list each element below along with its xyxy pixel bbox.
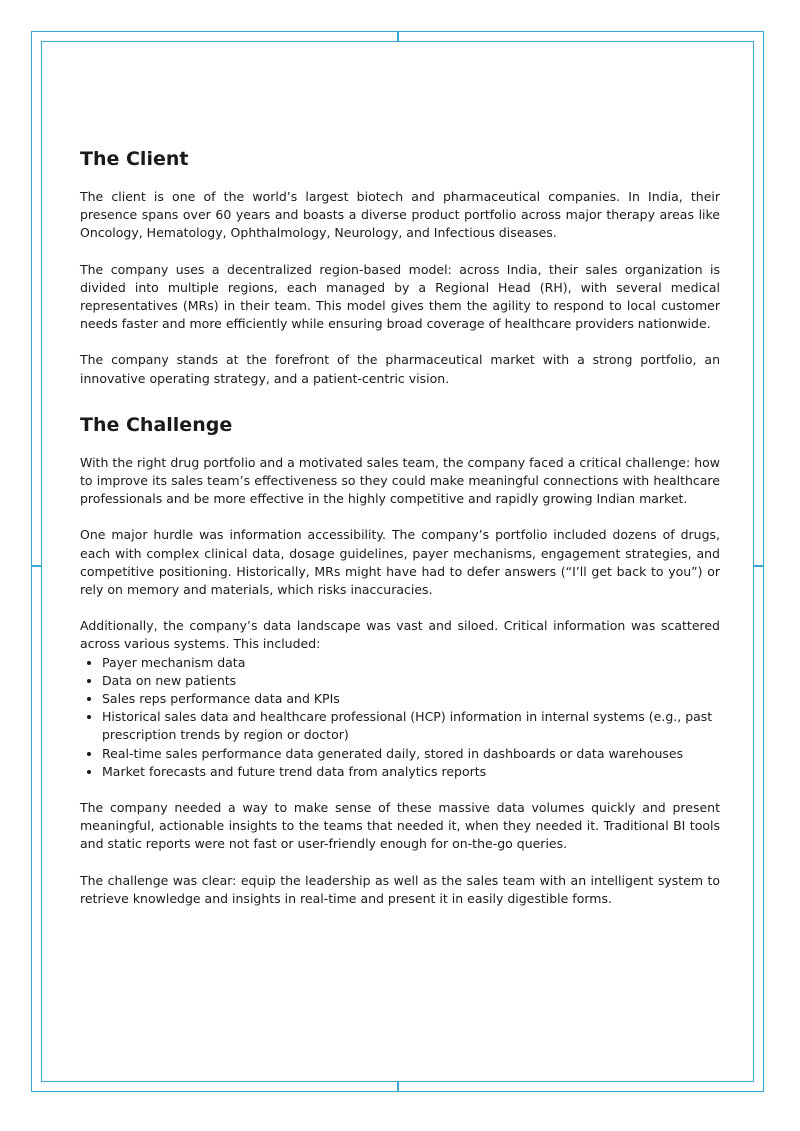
challenge-paragraph: Additionally, the company’s data landscape was vast and siloed. Critical information was scattered across various systems. This included: bbox=[80, 618, 720, 652]
client-paragraph: The client is one of the world’s largest biotech and pharmaceutical companies. In India, their presence spans over 60 years and boasts a diverse product portfolio across major therapy areas like Oncology, Hematology, Ophthalmology, Neurology, and Infectious diseases. bbox=[80, 189, 720, 241]
border-tick-bottom bbox=[397, 1082, 399, 1092]
border-tick-right bbox=[754, 565, 764, 567]
client-paragraph: The company stands at the forefront of the pharmaceutical market with a strong portfolio, an innovative operating strategy, and a patient-centric vision. bbox=[80, 352, 720, 386]
border-tick-left bbox=[31, 565, 41, 567]
list-item: • Market forecasts and future trend data from analytics reports bbox=[102, 763, 720, 781]
section-heading-client: The Client bbox=[80, 148, 189, 170]
list-item: • Sales reps performance data and KPIs bbox=[102, 690, 720, 708]
list-item: • Data on new patients bbox=[102, 672, 720, 690]
document-body bbox=[80, 144, 720, 908]
client-paragraph: The company uses a decentralized region-based model: across India, their sales organization is divided into multiple regions, each managed by a Regional Head (RH), with several medical representatives (MRs) in their team. This model gives them the agility to respond to local customer needs faster and more efficiently while ensuring broad coverage of healthcare providers nationwide. bbox=[80, 261, 720, 332]
list-item: • Payer mechanism data bbox=[102, 654, 720, 672]
challenge-paragraph: The challenge was clear: equip the leadership as well as the sales team with an intelligent system to retrieve knowledge and insights in real-time and present it in easily digestible forms. bbox=[80, 872, 720, 906]
challenge-paragraph: One major hurdle was information accessibility. The company’s portfolio included dozens of drugs, each with complex clinical data, dosage guidelines, payer mechanisms, engagement strategies, and competitive positioning. Historically, MRs might have had to defer answers (“I’ll get back to you”) or rely on memory and materials, which risks inaccuracies. bbox=[80, 527, 720, 598]
data-sources-list bbox=[80, 654, 720, 781]
section-heading-challenge: The Challenge bbox=[80, 413, 233, 436]
border-tick-top bbox=[397, 31, 399, 41]
challenge-paragraph: With the right drug portfolio and a motivated sales team, the company faced a critical challenge: how to improve its sales team’s effectiveness so they could make meaningful connections with healthcare professionals and be more effective in the highly competitive and rapidly growing Indian market. bbox=[80, 454, 720, 507]
list-item: • Historical sales data and healthcare professional (HCP) information in internal systems (e.g., past prescription trends by region or doctor) bbox=[102, 708, 720, 744]
challenge-paragraph: The company needed a way to make sense of these massive data volumes quickly and present meaningful, actionable insights to the teams that needed it, when they needed it. Traditional BI tools and static reports were not fast or user-friendly enough for on-the-go queries. bbox=[80, 800, 720, 852]
list-item: • Real-time sales performance data generated daily, stored in dashboards or data warehouses bbox=[102, 745, 720, 763]
